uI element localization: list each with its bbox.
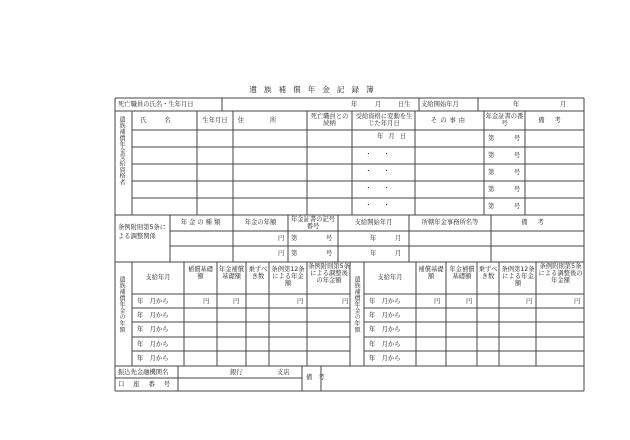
header-pension-annual: 年金の年額 [244,219,277,226]
header-multiplier: 乗ずべき数 [248,266,268,281]
from-month-label: 年 月から [369,355,401,362]
header-art12-amount: 条例第12条による年金額 [271,266,305,288]
change-date-dots: ・・ [365,168,402,175]
from-month-label: 年 月から [369,341,401,348]
adj-month: 月 [395,250,402,257]
cert-no-prefix: 第 [488,152,495,159]
from-month-label: 年 月から [137,312,169,319]
cert-no-suffix: 号 [514,203,521,210]
yen-unit: 円 [466,298,473,305]
header-relation: 死亡職員との続柄 [310,113,349,128]
header-adj-remarks: 備考 [521,219,554,226]
change-date-dots: ・・ [365,185,402,192]
adj-dai: 第 [291,250,298,257]
cert-no-prefix: 第 [488,169,495,176]
from-month-label: 年 月から [137,355,169,362]
change-date-dots: ・・ [365,202,402,209]
adj-dai: 第 [291,235,298,242]
header-remarks: 備考 [538,117,571,124]
header-art12-amount: 条例第12条による年金額 [501,266,535,288]
header-adjusted-amount: 条例附則第5条による調整後の年金額 [308,263,350,284]
adj-year: 年 [370,250,377,257]
yen-unit: 円 [526,298,533,305]
from-month-label: 年 月から [137,341,169,348]
eligible-persons-side-label: 遺族補償年金受給資格者 [118,116,126,186]
header-adjusted-amount: 条例附則第5条による調整後の年金額 [538,263,583,284]
yen-unit: 円 [574,298,581,305]
bank-suffix: 銀行 [230,369,243,376]
yen-unit: 円 [342,298,349,305]
change-date-ymd-label: 年月日 [377,133,411,140]
adj-go: 号 [326,250,333,257]
annual-amount-side-label-right: 遺族補償年金の年額 [353,276,361,333]
payment-start-year: 年 [513,101,520,108]
adj-yen: 円 [278,235,285,242]
from-month-label: 年 月から [137,326,169,333]
branch-suffix: 支店 [277,369,290,376]
account-number-label: 口座番号 [118,381,180,388]
birth-month-label: 月 [375,101,382,108]
birth-year-label: 年 [351,101,358,108]
adj-year: 年 [370,235,377,242]
header-pay-month: 支給年月 [145,274,171,281]
from-month-label: 年 月から [137,298,169,305]
header-name: 氏名 [140,117,189,124]
adjustment-side-label: 条例附則第5条による調整関係 [118,224,167,240]
cert-no-suffix: 号 [514,135,521,142]
adj-month: 月 [395,235,402,242]
cert-no-suffix: 号 [514,169,521,176]
from-month-label: 年 月から [369,326,401,333]
header-cert-number: 年金証書の番号 [485,113,524,128]
header-base-amount: 補償基礎額 [418,266,444,281]
header-pay-month: 支給年月 [377,274,403,281]
adj-yen: 円 [278,250,285,257]
page-title: 遺族補償年金記録簿 [249,85,381,94]
deceased-name-birth-label: 死亡職員の氏名・生年月日 [118,101,194,108]
yen-unit: 円 [297,298,304,305]
header-change-date: 受給資格に変動を生じた年月日 [355,113,413,128]
payment-start-label: 支給開始年月 [421,101,459,108]
yen-unit: 円 [203,298,210,305]
header-pension-base: 年金補償基礎額 [218,266,245,281]
cert-no-prefix: 第 [488,186,495,193]
header-pension-type: 年金の種類 [180,219,223,226]
from-month-label: 年 月から [369,312,401,319]
header-birthdate: 生年月日 [202,117,228,124]
yen-unit: 円 [233,298,240,305]
bank-remarks-label: 備考 [306,374,331,381]
birth-day-label: 日生 [398,101,411,108]
yen-unit: 円 [434,298,441,305]
header-cert-symbol: 年金証書の記号番号 [290,216,336,231]
header-pension-base: 年金補償基礎額 [449,266,475,281]
cert-no-suffix: 号 [514,186,521,193]
header-address: 住所 [237,117,303,124]
annual-amount-side-label-left: 遺族補償年金の年額 [118,276,126,333]
cert-no-suffix: 号 [514,152,521,159]
header-reason: その事由 [430,117,469,124]
bank-name-label: 振込先金融機関名 [118,369,169,376]
cert-no-prefix: 第 [488,135,495,142]
payment-start-month: 月 [560,101,567,108]
header-pension-office: 所轄年金事務所名等 [421,219,479,226]
cert-no-prefix: 第 [488,203,495,210]
change-date-dots: ・・ [365,151,402,158]
from-month-label: 年 月から [369,298,401,305]
adj-go: 号 [326,235,333,242]
header-multiplier: 乗ずべき数 [478,266,498,281]
header-start-month: 支給開始年月 [354,219,393,226]
header-base-amount: 補償基礎額 [187,266,214,281]
